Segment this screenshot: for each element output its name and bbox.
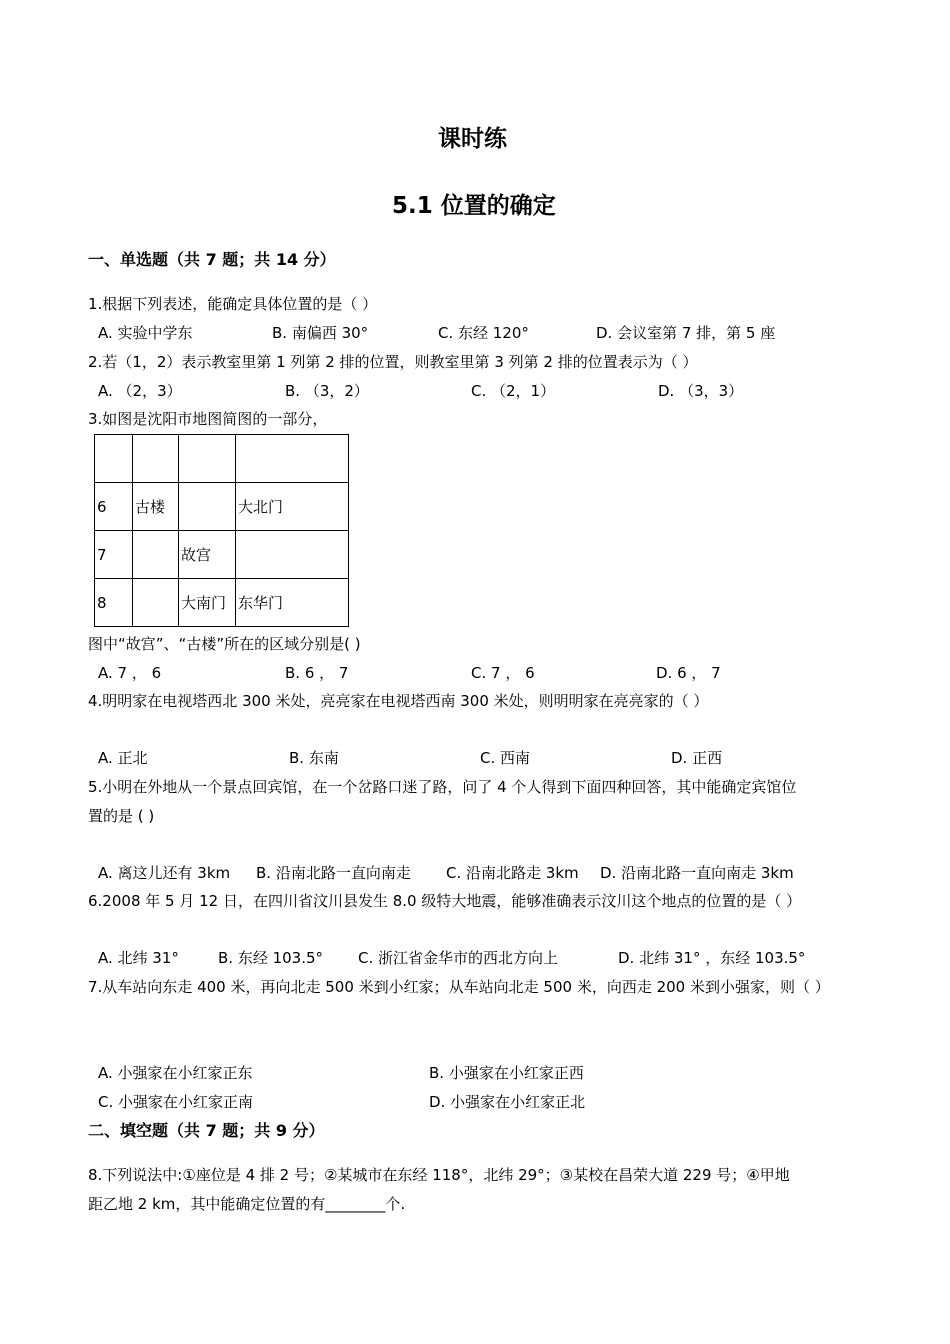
- table-cell: [133, 435, 179, 483]
- page-subtitle: 5.1 位置的确定: [392, 193, 556, 219]
- question-2-option-a: A. （2，3）: [98, 382, 182, 400]
- table-cell: [133, 579, 179, 627]
- question-3-option-a: A. 7 ， 6: [98, 664, 162, 682]
- question-5-option-b: B. 沿南北路一直向南走: [256, 864, 411, 882]
- table-cell: 大北门: [236, 483, 349, 531]
- question-1-stem: 1.根据下列表述，能确定具体位置的是（ ）: [88, 295, 378, 313]
- table-cell: 8: [95, 579, 133, 627]
- question-5-option-d: D. 沿南北路一直向南走 3km: [600, 864, 794, 882]
- question-2-option-b: B. （3，2）: [285, 382, 369, 400]
- section-heading-single-choice: 一、单选题（共 7 题；共 14 分）: [88, 250, 336, 269]
- question-7-option-a: A. 小强家在小红家正东: [98, 1064, 253, 1082]
- table-cell: [95, 435, 133, 483]
- page-title: 课时练: [438, 126, 507, 152]
- table-cell: 古楼: [133, 483, 179, 531]
- table-row: [95, 531, 349, 579]
- question-4-option-a: A. 正北: [98, 749, 148, 767]
- question-1-option-d: D. 会议室第 7 排，第 5 座: [596, 324, 776, 342]
- question-1-option-c: C. 东经 120°: [438, 324, 529, 342]
- map-grid-table: [94, 434, 349, 627]
- question-2-option-c: C. （2，1）: [471, 382, 556, 400]
- question-3-stem: 3.如图是沈阳市地图简图的一部分，: [88, 410, 328, 428]
- question-6-option-b: B. 东经 103.5°: [218, 949, 324, 967]
- table-cell: 大南门: [179, 579, 236, 627]
- question-6-option-c: C. 浙江省金华市的西北方向上: [358, 949, 559, 967]
- table-cell: [236, 435, 349, 483]
- question-5-option-a: A. 离这儿还有 3km: [98, 864, 231, 882]
- question-3-option-d: D. 6 ， 7: [656, 664, 721, 682]
- question-6-stem: 6.2008 年 5 月 12 日，在四川省汶川县发生 8.0 级特大地震，能够准确表示汶川这个地点的位置的是（ ）: [88, 892, 802, 910]
- table-cell: 6: [95, 483, 133, 531]
- question-8-stem-line-1: 8.下列说法中:①座位是 4 排 2 号；②某城市在东经 118°，北纬 29°；③某校在昌荣大道 229 号；④甲地: [88, 1166, 790, 1184]
- question-7-stem: 7.从车站向东走 400 米，再向北走 500 米到小红家；从车站向北走 500 米，向西走 200 米到小强家，则（ ）: [88, 978, 830, 996]
- question-6-option-d: D. 北纬 31° ，东经 103.5°: [618, 949, 806, 967]
- table-cell: 7: [95, 531, 133, 579]
- question-3-prompt: 图中“故宫”、“古楼”所在的区域分别是( ): [88, 635, 361, 653]
- question-8-stem-line-2: 距乙地 2 km，其中能确定位置的有________个.: [88, 1195, 406, 1213]
- question-7-option-c: C. 小强家在小红家正南: [98, 1093, 254, 1111]
- section-heading-fill-blank: 二、填空题（共 7 题；共 9 分）: [88, 1121, 325, 1140]
- question-2-stem: 2.若（1，2）表示教室里第 1 列第 2 排的位置，则教室里第 3 列第 2 排的位置表示为（ ）: [88, 353, 698, 371]
- question-5-stem-line-1: 5.小明在外地从一个景点回宾馆，在一个岔路口迷了路，问了 4 个人得到下面四种回答，其中能确定宾馆位: [88, 778, 797, 796]
- question-5-option-c: C. 沿南北路走 3km: [446, 864, 579, 882]
- table-cell: [179, 483, 236, 531]
- table-cell: 故宫: [179, 531, 236, 579]
- question-6-option-a: A. 北纬 31°: [98, 949, 179, 967]
- question-3-option-b: B. 6 ， 7: [285, 664, 349, 682]
- table-cell: [179, 435, 236, 483]
- question-7-option-d: D. 小强家在小红家正北: [429, 1093, 586, 1111]
- question-4-stem: 4.明明家在电视塔西北 300 米处，亮亮家在电视塔西南 300 米处，则明明家在亮亮家的（ ）: [88, 692, 709, 710]
- table-cell: 东华门: [236, 579, 349, 627]
- question-1-option-a: A. 实验中学东: [98, 324, 193, 342]
- question-1-option-b: B. 南偏西 30°: [272, 324, 369, 342]
- question-2-option-d: D. （3，3）: [658, 382, 744, 400]
- table-row: [95, 435, 349, 483]
- question-4-option-d: D. 正西: [671, 749, 723, 767]
- question-5-stem-line-2: 置的是 ( ): [88, 807, 155, 825]
- question-4-option-b: B. 东南: [289, 749, 339, 767]
- table-cell: [133, 531, 179, 579]
- question-7-option-b: B. 小强家在小红家正西: [429, 1064, 584, 1082]
- table-cell: [236, 531, 349, 579]
- question-3-option-c: C. 7 ， 6: [471, 664, 535, 682]
- table-row: [95, 483, 349, 531]
- question-4-option-c: C. 西南: [480, 749, 531, 767]
- table-row: [95, 579, 349, 627]
